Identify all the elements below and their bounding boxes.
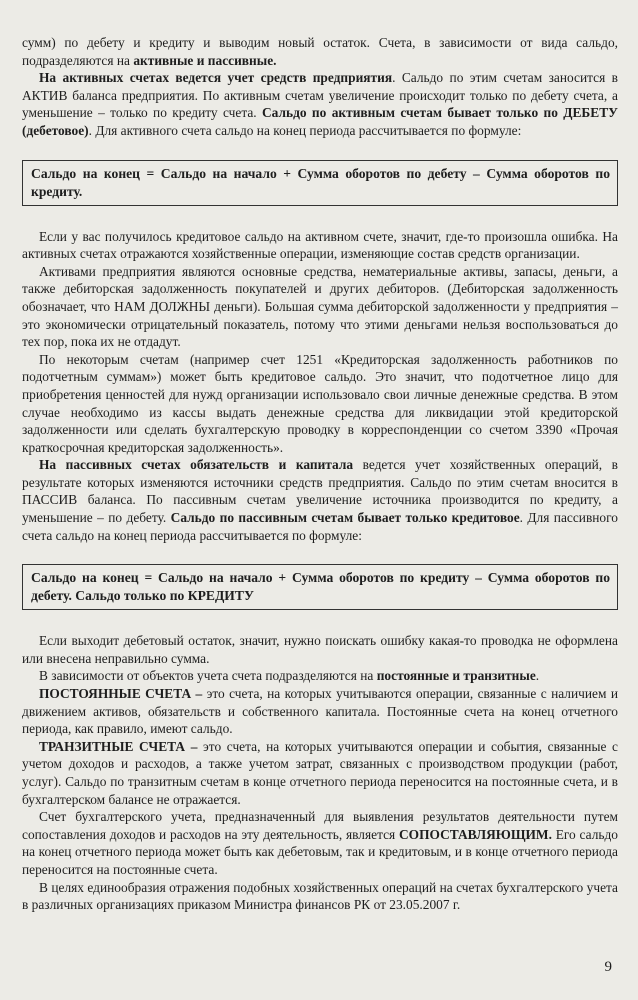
text: . Для активного счета сальдо на конец периода рассчитывается по формуле: — [88, 122, 522, 138]
paragraph-example-1251: По некоторым счетам (например счет 1251 «Кредиторская задолженность работников по подотчетным суммам») может быть кредитовое сальдо. Это значит, что подотчетное лицо для приобретения ценностей для нужд организации использовало свои личные денежные средства. В этом случае необходимо из кассы выдать денежные средства для ликвидации этой кредиторской задолженности или сделать бухгалтерскую проводку в корреспонденции со счетом 3390 «Прочая краткосрочная кредиторская задолженность». — [22, 351, 618, 455]
bold-text: На активных счетах ведется учет средств предприятия — [39, 70, 393, 86]
bold-text: ПОСТОЯННЫЕ СЧЕТА – — [39, 686, 203, 702]
formula-box-active: Сальдо на конец = Сальдо на начало + Сумма оборотов по дебету – Сумма оборотов по кредиту. — [22, 160, 618, 206]
text: это счета, на которых учитываются операции, связанные с наличием и движением активов, обязательств и собственного капитала. Постоянные счета на конец отчетного периода, как правило, имеют сальдо. — [22, 686, 618, 737]
paragraph-permanent-accounts — [22, 685, 618, 738]
text: это счета, на которых учитываются операции и события, связанные с учетом доходов и расходов, а также учетом затрат, связанных с производством продукции (работ, услуг). Сальдо по транзитным счетам в конце отчетного периода переносится на постоянные счета, и в бухгалтерском балансе не отражается. — [22, 738, 618, 807]
paragraph-transit-accounts — [22, 738, 618, 808]
bold-text: Сальдо по активным счетам бывает только по ДЕБЕТУ (дебетовое) — [22, 105, 618, 138]
text: . Для пассивного счета сальдо на конец периода рассчитывается по формуле: — [22, 510, 618, 543]
paragraph-active-accounts — [22, 69, 618, 139]
paragraph-debit-error: Если выходит дебетовый остаток, значит, нужно поискать ошибку какая-то проводка не оформлена или внесена неправильно сумма. — [22, 633, 618, 666]
paragraph-assets: Активами предприятия являются основные средства, нематериальные активы, запасы, деньги, а также дебиторская задолженность покупателей и других дебиторов. (Дебиторская задолженность обозначает, что НАМ ДОЛЖНЫ деньги). Большая сумма дебиторской задолженности у предприятия – это экономически отрицательный показатель, потому что этими деньгами нельзя воспользоваться до тех пор, пока их не отдадут. — [22, 263, 618, 350]
text: . Сальдо по этим счетам заносится в АКТИВ баланса предприятия. По активным счетам увеличение происходит только по дебету счета, а уменьшение – только по кредиту счета. — [22, 70, 619, 121]
bold-text: На пассивных счетах обязательств и капитала — [39, 457, 354, 473]
bold-text: СОПОСТАВЛЯЮЩИМ. — [398, 826, 552, 842]
paragraph-account-types — [22, 667, 618, 685]
paragraph-uniformity: В целях единообразия отражения подобных хозяйственных операций на счетах бухгалтерского учета в различных организациях приказом Министра финансов РК от 23.05.2007 г. — [22, 879, 618, 913]
paragraph-credit-error: Если у вас получилось кредитовое сальдо на активном счете, значит, где-то произошла ошибка. На активных счетах отражаются хозяйственные операции, изменяющие состав средств организации. — [22, 228, 618, 262]
bold-text: постоянные и транзитные — [376, 668, 536, 684]
formula-box-passive: Сальдо на конец = Сальдо на начало + Сумма оборотов по кредиту – Сумма оборотов по дебету. Сальдо только по КРЕДИТУ — [22, 564, 618, 610]
paragraph-comparing-account — [22, 808, 618, 878]
text: ведется учет хозяйственных операций, в результате которых изменяются источники средств предприятия. Сальдо по этим счетам вносится в ПАССИВ баланса. По пассивным счетам увеличение источника производится по кредиту, а уменьшение – по дебету. — [22, 457, 618, 526]
bold-text: ТРАНЗИТНЫЕ СЧЕТА – — [39, 738, 198, 754]
paragraph-1 — [22, 34, 618, 69]
text: Счет бухгалтерского учета, предназначенный для выявления результатов деятельности путем сопоставления доходов и расходов на эту деятельность, является — [22, 809, 618, 842]
bold-text: Сальдо по пассивным счетам бывает только кредитовое — [170, 510, 520, 526]
text: сумм) по дебету и кредиту и выводим новый остаток. Счета, в зависимости от вида сальдо, подразделяются на — [22, 35, 618, 68]
bold-text: активные и пассивные. — [133, 52, 277, 68]
text: Его сальдо на конец отчетного периода может быть как дебетовым, так и кредитовым, и в конце отчетного периода переносится на постоянные счета. — [22, 826, 618, 877]
page-number: 9 — [604, 959, 612, 975]
text: . — [535, 668, 540, 684]
paragraph-passive-accounts — [22, 456, 618, 544]
text: В зависимости от объектов учета счета подразделяются на — [39, 668, 377, 684]
